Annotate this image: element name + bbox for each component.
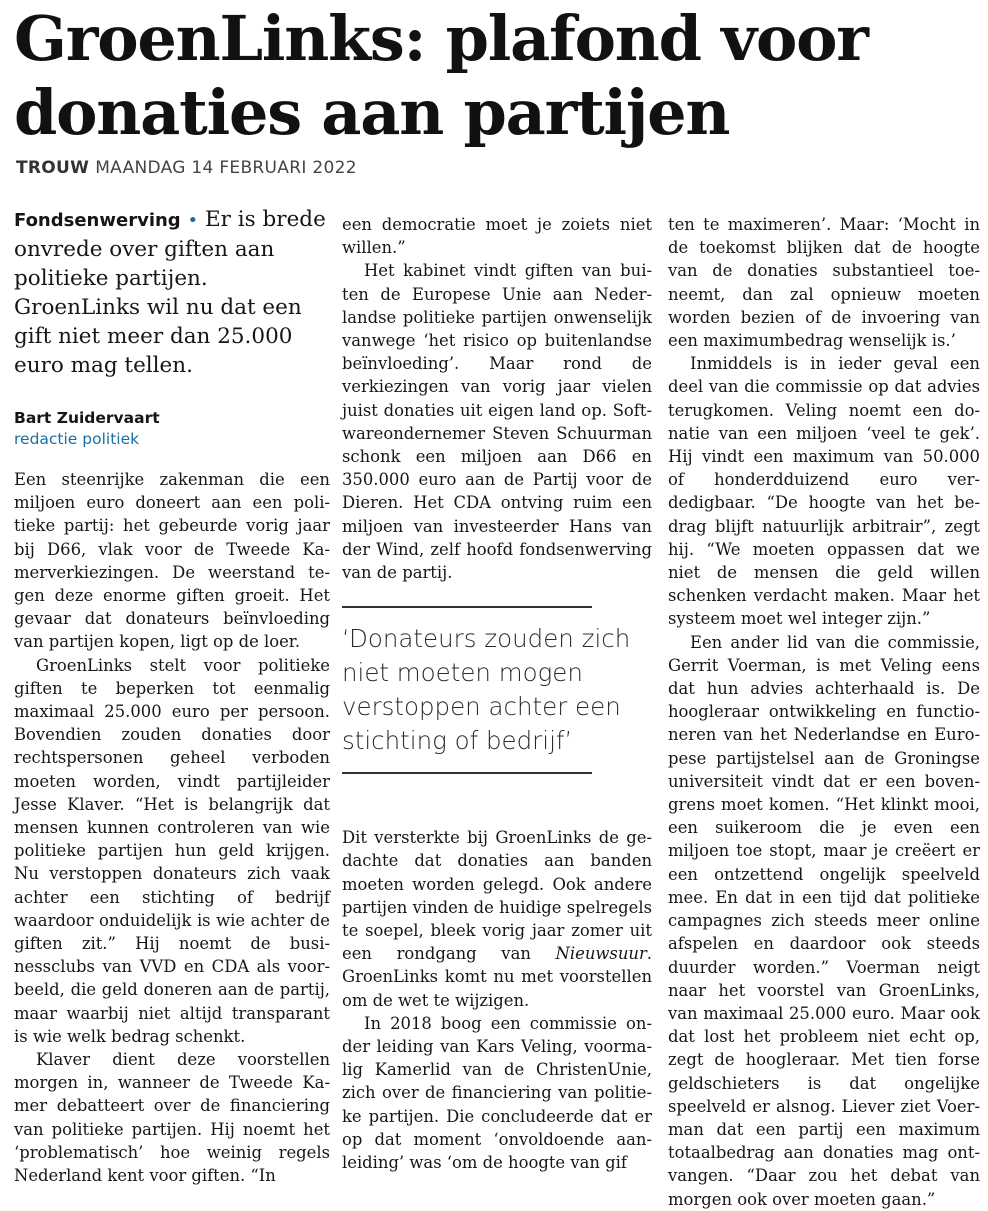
pullquote: ‘Donateurs zouden zich niet moeten mogen verstoppen achter een stichting of bedrijf’: [342, 624, 631, 756]
source-name: Nieuwsuur: [555, 944, 647, 964]
intro-text: Er is brede onvrede over giften aan politieke partijen. GroenLinks wil nu dat een gift niet meer dan 25.000 euro mag tellen.: [14, 207, 326, 378]
publication-date: MAANDAG 14 FEBRUARI 2022: [95, 158, 357, 178]
author-role: redactie politiek: [14, 430, 140, 448]
byline: [14, 408, 330, 450]
headline-line-1: GroenLinks: plafond voor: [14, 2, 868, 75]
headline-line-2: donaties aan partijen: [14, 76, 730, 149]
paragraph: ten te maximeren’. Maar: ‘Mocht in de toekomst blijken dat de hoogte van de donaties substantieel toeneemt, dan zal opnieuw moeten worden bezien of de invoering van een maximumbedrag wenselijk is.’: [668, 215, 980, 351]
paragraph: Klaver dient deze voorstellen morgen in, wanneer de Tweede Kamer debatteert over de financiering van politieke partijen. Hij noemt het ‘problematisch’ hoe weinig regels Nederland kent voor giften. “In: [14, 1050, 330, 1186]
intro: [14, 205, 330, 380]
paragraph: GroenLinks stelt voor politieke giften te beperken tot eenmalig maximaal 25.000 euro per persoon. Bovendien zouden donaties door rechtspersonen geheel verboden moeten worden, vindt partijleider Jesse Klaver. “Het is belangrijk dat mensen kunnen controleren van wie politieke partijen hun geld krijgen. Nu verstoppen donateurs zich vaak achter een stichting of bedrijf waardoor onduidelijk is wie achter de giften zit.” Hij noemt de businessclubs van VVD en CDA als voorbeeld, die geld doneren aan de partij, maar waarbij niet altijd transparant is wie welk bedrag schenkt.: [14, 655, 330, 1046]
paragraph: een democratie moet je zoiets niet willen.”: [342, 215, 652, 258]
kicker-bullet: •: [187, 210, 199, 231]
newspaper-name: TROUW: [16, 158, 90, 178]
column-1-body: [14, 468, 330, 1187]
paragraph: Het kabinet vindt giften van buiten de Europese Unie aan Nederlandse politieke partijen onwenselijk vanwege ‘het risico op buitenlandse beïnvloeding’. Maar rond de verkiezingen van vorig jaar vielen juist donaties uit eigen land op. Softwareondernemer Steven Schuurman schonk een miljoen aan D66 en 350.000 euro aan de Partij voor de Dieren. Het CDA ontving ruim een miljoen van investeerder Hans van der Wind, zelf hoofd fondsenwerving van de partij.: [342, 261, 652, 583]
article-column-1: [14, 205, 330, 1187]
paragraph: Een ander lid van die commissie, Gerrit Voerman, is met Veling eens dat hun advies achterhaald is. De hoogleraar ontwikkeling en functioneren van het Nederlandse en Europese partijstelsel aan de Groningse universiteit vindt dat er een bovengrens moet komen. “Het klinkt mooi, een suikeroom die je even een miljoen toe stopt, maar je creëert er een ontzettend ongelijk speelveld mee. En dat in een tijd dat politieke campagnes zich steeds meer online afspelen en daardoor ook steeds duurder worden.” Voerman neigt naar het voorstel van GroenLinks, van maximaal 25.000 euro. Maar ook dat lost het probleem niet echt op, zegt de hoogleraar. Met tien forse geldschieters is dat ongelijke speelveld er alsnog. Liever ziet Voerman dat een partij een maximum totaalbedrag aan donaties mag ontvangen. “Daar zou het debat van morgen ook over moeten gaan.”: [668, 632, 980, 1209]
kicker: Fondsenwerving: [14, 210, 181, 231]
paragraph: In 2018 boog een commissie onder leiding van Kars Veling, voormalig Kamerlid van de ChristenUnie, zich over de financiering van politieke partijen. Die concludeerde dat er op dat moment ‘onvoldoende aanleiding’ was ‘om de hoogte van gif: [342, 1013, 652, 1173]
author-name: Bart Zuidervaart: [14, 409, 160, 427]
paragraph: [342, 826, 652, 1012]
headline: [14, 2, 984, 150]
article-column-2: [342, 213, 652, 1174]
pullquote-top-rule: [342, 606, 592, 622]
paragraph: Een steenrijke zakenman die een miljoen euro doneert aan een politieke partij: het gebeurde vorig jaar bij D66, vlak voor de Tweede Kamerverkiezingen. De weerstand tegen deze enorme giften groeit. Het gevaar dat donateurs beïnvloeding van partijen kopen, ligt op de loer.: [14, 470, 330, 652]
dateline: [16, 158, 357, 178]
paragraph: Inmiddels is in ieder geval een deel van die commissie op dat advies terugkomen. Veling noemt een donatie van een miljoen ‘veel te gek’. Hij vindt een maximum van 50.000 of honderdduizend euro verdedigbaar. “De hoogte van het bedrag blijft natuurlijk arbitrair”, zegt hij. “We moeten oppassen dat we niet de mensen die geld willen schenken verdacht maken. Maar het systeem moet wel integer zijn.”: [668, 354, 980, 629]
pullquote-bottom-rule: [342, 772, 592, 774]
paragraph-text: Dit versterkte bij GroenLinks de gedachte dat donaties aan banden moeten worden gelegd. Ook andere partijen vinden de huidige spelregels te soepel, bleek vorig jaar zomer uit een rondgang van: [342, 828, 652, 964]
article-column-3: [668, 213, 980, 1211]
paragraph-text: . GroenLinks komt nu met voorstellen om de wet te wijzigen.: [342, 944, 652, 1010]
